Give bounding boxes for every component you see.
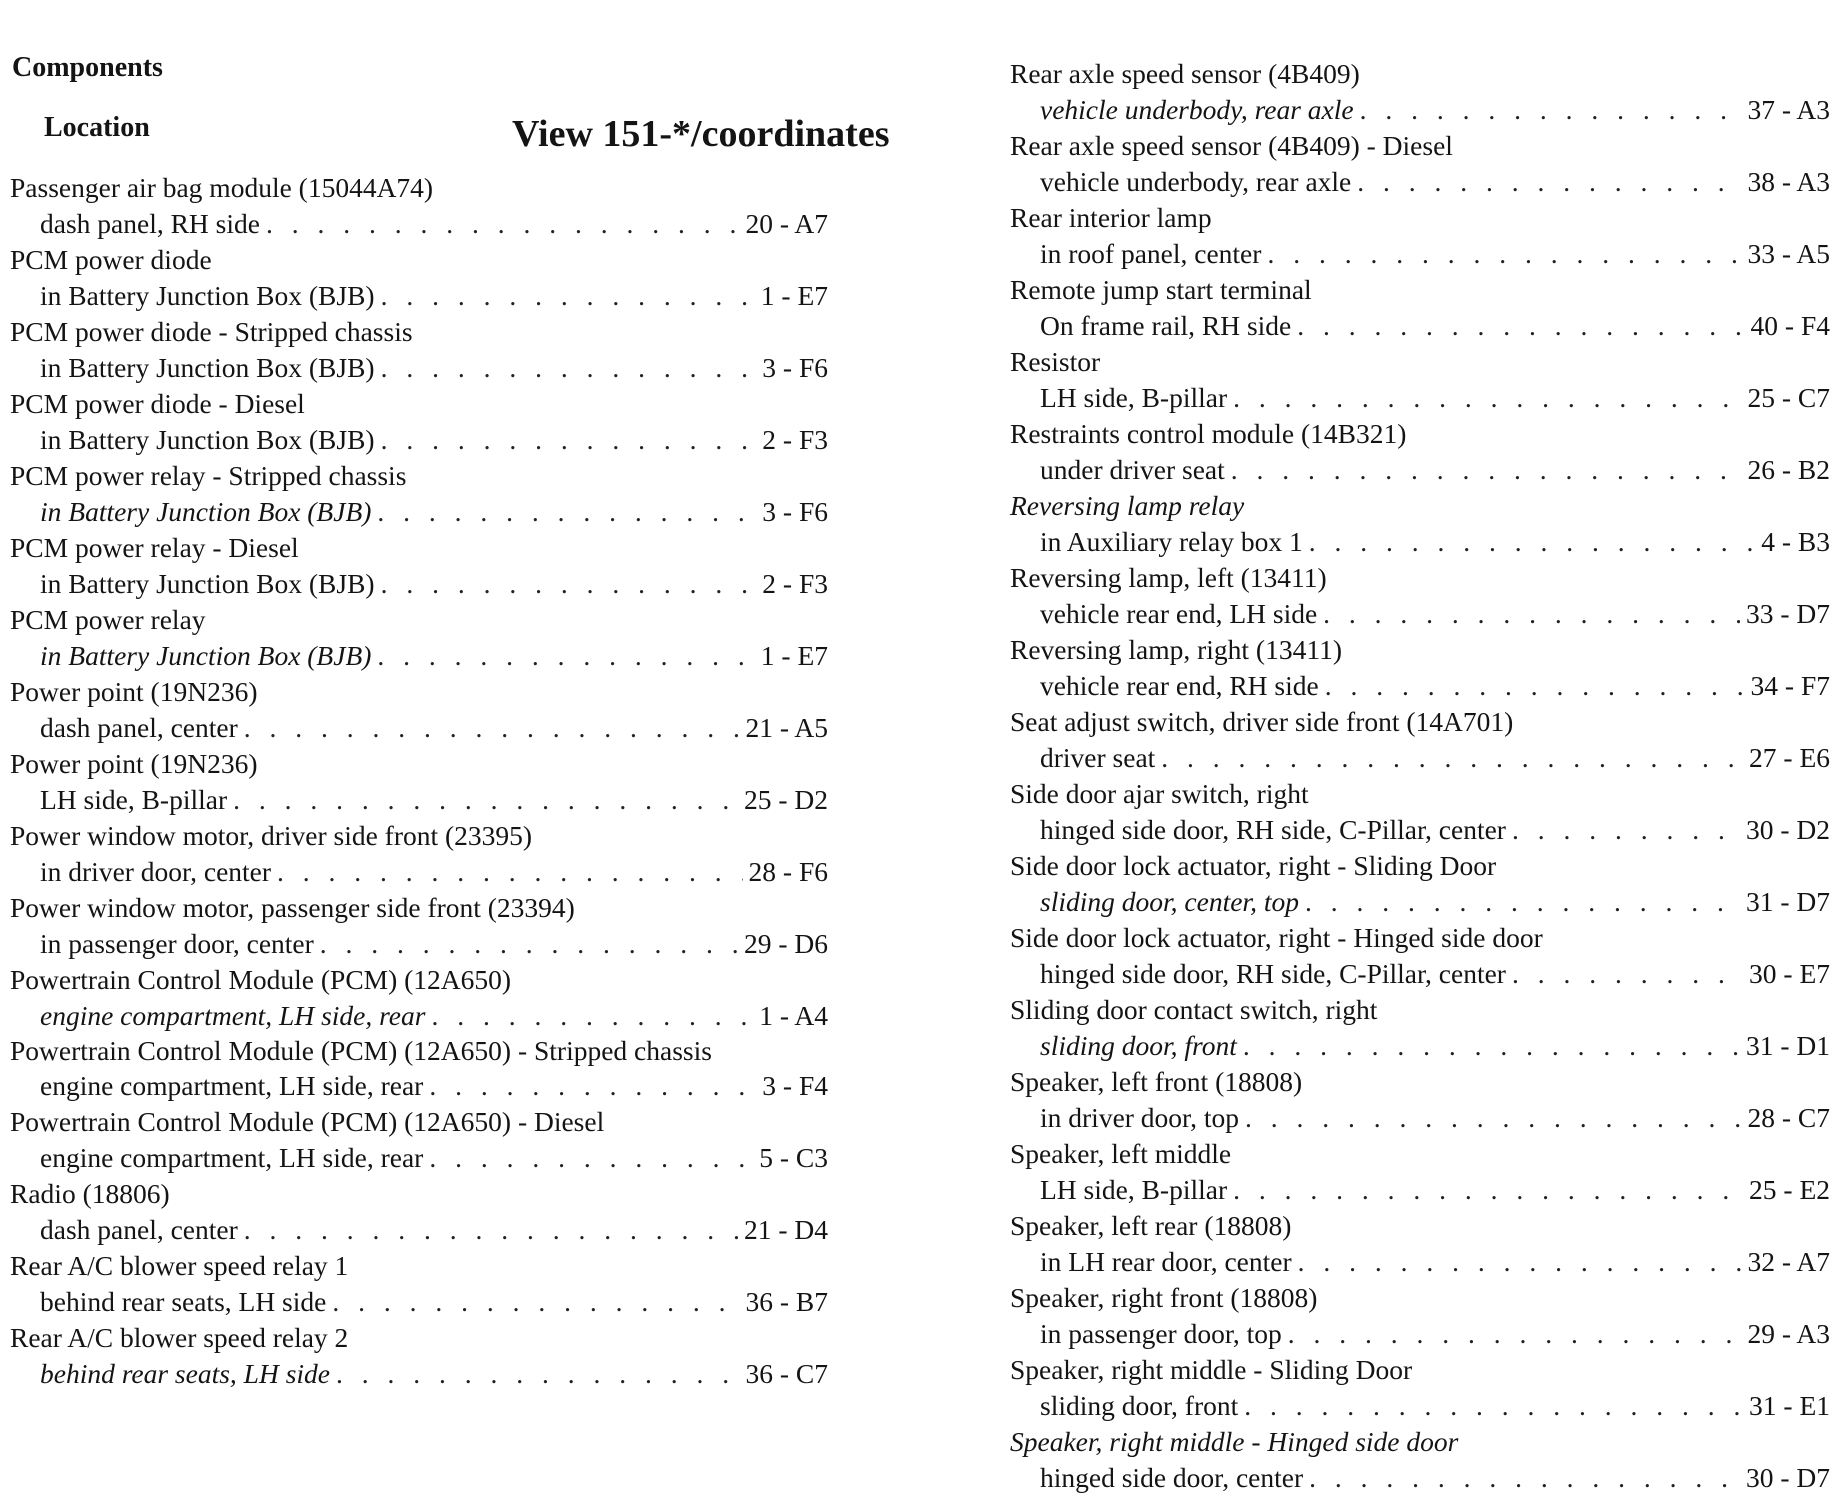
component-location: in Battery Junction Box (BJB) [40,280,375,311]
index-entry [1010,776,1830,848]
view-coordinate-ref: 32 - A7 [1747,1246,1830,1277]
component-location: in Auxiliary relay box 1 [1040,526,1303,557]
index-entry [10,1176,828,1248]
component-name: Resistor [1010,346,1101,377]
dot-leader [332,1284,739,1320]
dot-leader [381,566,757,602]
view-coordinate-ref: 3 - F6 [762,352,828,383]
component-location: LH side, B-pillar [1040,382,1228,413]
location-line [10,1140,828,1176]
dot-leader [1298,1244,1742,1280]
component-location: engine compartment, LH side, rear [40,1000,426,1031]
index-entry [10,746,828,818]
dot-leader [381,278,755,314]
index-entry [10,818,828,890]
view-coordinate-ref: 3 - F4 [762,1070,828,1101]
dot-leader [1288,1316,1742,1352]
view-coordinate-ref: 25 - E2 [1749,1174,1830,1205]
index-entry [1010,1064,1830,1136]
dot-leader [1244,1388,1743,1424]
component-location: vehicle rear end, RH side [1040,670,1319,701]
right-index-column [1010,56,1830,1496]
location-line [1010,1028,1830,1064]
view-coordinate-ref: 4 - B3 [1761,526,1830,557]
location-line [10,1212,828,1248]
component-location: behind rear seats, LH side [40,1286,327,1317]
view-coordinate-ref: 27 - E6 [1749,742,1830,773]
dot-leader [336,1356,739,1392]
component-location: in driver door, top [1040,1102,1239,1133]
dot-leader [233,782,738,818]
dot-leader [1323,596,1740,632]
index-entry [1010,272,1830,344]
view-coordinate-ref: 31 - E1 [1749,1390,1830,1421]
index-entry [10,530,828,602]
dot-leader [1309,524,1756,560]
component-name: Speaker, right middle - Sliding Door [1010,1354,1413,1385]
component-name: Restraints control module (14B321) [1010,418,1407,449]
component-name: PCM power diode [10,244,212,275]
view-coordinate-ref: 21 - A5 [745,712,828,743]
dot-leader [1325,668,1745,704]
dot-leader [381,422,757,458]
dot-leader [381,350,757,386]
dot-leader [1245,1100,1742,1136]
location-line [1010,668,1830,704]
location-line [1010,1100,1830,1136]
dot-leader [1297,308,1744,344]
index-entry [10,1104,828,1176]
component-name: Powertrain Control Module (PCM) (12A650) - Stripped chassis [10,1035,712,1066]
view-coordinate-ref: 29 - A3 [1747,1318,1830,1349]
component-name: PCM power relay - Stripped chassis [10,460,407,491]
component-location: dash panel, RH side [40,208,260,239]
view-coordinate-ref: 21 - D4 [743,1214,828,1245]
dot-leader [244,710,740,746]
component-location: in driver door, center [40,856,272,887]
component-name: Side door lock actuator, right - Sliding Door [1010,850,1497,881]
location-line [1010,236,1830,272]
index-entry [10,386,828,458]
index-entry [10,1320,828,1392]
index-entry [1010,344,1830,416]
component-location: in Battery Junction Box (BJB) [40,424,375,455]
component-location: dash panel, center [40,712,238,743]
component-name: Power window motor, passenger side front (23394) [10,892,575,923]
location-line [1010,740,1830,776]
location-line [10,1356,828,1392]
dot-leader [1305,884,1740,920]
component-location: sliding door, center, top [1040,886,1299,917]
component-location: behind rear seats, LH side [40,1358,331,1389]
component-location: in Battery Junction Box (BJB) [40,568,375,599]
index-entry [10,674,828,746]
view-coordinate-ref: 2 - F3 [762,568,828,599]
component-name: Side door ajar switch, right [1010,778,1309,809]
dot-leader [429,1140,753,1176]
component-location: engine compartment, LH side, rear [40,1142,424,1173]
component-location: in passenger door, center [40,928,314,959]
view-coordinate-ref: 1 - E7 [760,280,828,311]
view-coordinate-ref: 30 - E7 [1749,958,1830,989]
location-line [10,710,828,746]
dot-leader [1309,1460,1740,1496]
component-name: Reversing lamp, left (13411) [1010,562,1327,593]
section-title: Components [12,52,163,83]
location-line [10,422,828,458]
component-name: Power point (19N236) [10,748,258,779]
component-location: driver seat [1040,742,1156,773]
view-coordinate-ref: 25 - D2 [743,784,828,815]
index-entry [1010,1208,1830,1280]
location-line [10,782,828,818]
index-entry [1010,416,1830,488]
component-location: in roof panel, center [1040,238,1262,269]
index-entry [1010,632,1830,704]
view-coordinate-ref: 30 - D7 [1745,1462,1830,1493]
view-coordinate-ref: 25 - C7 [1747,382,1830,413]
dot-leader [320,926,738,962]
dot-leader [244,1212,738,1248]
index-entry [1010,488,1830,560]
component-location: vehicle rear end, LH side [1040,598,1318,629]
location-line [1010,956,1830,992]
component-name: Radio (18806) [10,1178,170,1209]
view-coordinate-ref: 2 - F3 [762,424,828,455]
view-coordinate-ref: 20 - A7 [745,208,828,239]
component-location: hinged side door, center [1040,1462,1304,1493]
location-line [1010,812,1830,848]
view-coordinate-ref: 30 - D2 [1745,814,1830,845]
view-coordinates-heading: View 151-*/coordinates [512,113,890,155]
dot-leader [377,494,756,530]
component-name: Rear A/C blower speed relay 1 [10,1250,349,1281]
index-entry [1010,200,1830,272]
index-entry [1010,1136,1830,1208]
component-name: Rear axle speed sensor (4B409) [1010,58,1360,89]
view-coordinate-ref: 38 - A3 [1747,166,1830,197]
index-entry [10,890,828,962]
component-name: Speaker, right middle - Hinged side door [1010,1426,1459,1457]
location-line [1010,380,1830,416]
component-location: sliding door, front [1040,1390,1239,1421]
location-line [10,494,828,530]
component-location: vehicle underbody, rear axle [1040,166,1352,197]
view-coordinate-ref: 31 - D7 [1745,886,1830,917]
index-entry [1010,1280,1830,1352]
component-location: in Battery Junction Box (BJB) [40,640,372,671]
component-name: Side door lock actuator, right - Hinged side door [1010,922,1543,953]
component-name: Reversing lamp, right (13411) [1010,634,1342,665]
dot-leader [266,206,740,242]
location-line [10,1284,828,1320]
index-entry [10,1034,828,1104]
view-coordinate-ref: 3 - F6 [762,496,828,527]
component-name: PCM power relay [10,604,206,635]
component-location: LH side, B-pillar [1040,1174,1228,1205]
location-line [1010,92,1830,128]
view-coordinate-ref: 34 - F7 [1750,670,1830,701]
dot-leader [1267,236,1741,272]
view-coordinate-ref: 37 - A3 [1747,94,1830,125]
index-entry [1010,848,1830,920]
component-location: dash panel, center [40,1214,238,1245]
index-entry [10,962,828,1034]
view-coordinate-ref: 36 - C7 [745,1358,828,1389]
location-line [10,926,828,962]
component-name: Remote jump start terminal [1010,274,1312,305]
location-line [1010,452,1830,488]
dot-leader [1243,1028,1740,1064]
location-column-heading: Location [44,112,150,143]
view-coordinate-ref: 1 - A4 [759,1000,828,1031]
index-entry [1010,992,1830,1064]
dot-leader [1233,1172,1743,1208]
index-entry [10,170,828,242]
component-name: Power window motor, driver side front (23395) [10,820,533,851]
location-line [10,998,828,1034]
location-line [1010,884,1830,920]
component-name: Speaker, left middle [1010,1138,1232,1169]
component-name: Speaker, right front (18808) [1010,1282,1318,1313]
view-coordinate-ref: 40 - F4 [1750,310,1830,341]
component-location: in Battery Junction Box (BJB) [40,496,372,527]
view-coordinate-ref: 28 - F6 [748,856,828,887]
component-location: hinged side door, RH side, C-Pillar, center [1040,958,1506,989]
view-coordinate-ref: 31 - D1 [1745,1030,1830,1061]
dot-leader [1512,812,1740,848]
component-location: hinged side door, RH side, C-Pillar, center [1040,814,1506,845]
index-entry [1010,1424,1830,1496]
location-line [10,1068,828,1104]
component-name: Rear interior lamp [1010,202,1212,233]
view-coordinate-ref: 1 - E7 [760,640,828,671]
component-name: Rear axle speed sensor (4B409) - Diesel [1010,130,1453,161]
component-name: Passenger air bag module (15044A74) [10,172,434,203]
index-entry [10,242,828,314]
dot-leader [277,854,743,890]
dot-leader [1360,92,1742,128]
view-coordinate-ref: 26 - B2 [1747,454,1830,485]
component-name: Powertrain Control Module (PCM) (12A650) [10,964,512,995]
location-line [10,350,828,386]
location-line [1010,1460,1830,1496]
component-name: Speaker, left rear (18808) [1010,1210,1292,1241]
location-line [1010,1172,1830,1208]
component-name: PCM power diode - Stripped chassis [10,316,413,347]
dot-leader [1233,380,1741,416]
component-name: Reversing lamp relay [1010,490,1245,521]
dot-leader [1161,740,1743,776]
index-entry [10,602,828,674]
dot-leader [1231,452,1742,488]
component-name: PCM power diode - Diesel [10,388,305,419]
component-location: On frame rail, RH side [1040,310,1292,341]
index-entry [10,1248,828,1320]
index-entry [1010,704,1830,776]
location-line [1010,1388,1830,1424]
left-index-column [10,170,828,1392]
location-line [10,206,828,242]
dot-leader [429,1068,756,1104]
component-name: Speaker, left front (18808) [1010,1066,1303,1097]
location-line [10,638,828,674]
view-coordinate-ref: 5 - C3 [759,1142,828,1173]
component-location: in LH rear door, center [1040,1246,1292,1277]
component-name: Seat adjust switch, driver side front (14A701) [1010,706,1514,737]
view-coordinate-ref: 33 - A5 [1747,238,1830,269]
component-location: in Battery Junction Box (BJB) [40,352,375,383]
location-line [1010,524,1830,560]
view-coordinate-ref: 36 - B7 [745,1286,828,1317]
component-name: PCM power relay - Diesel [10,532,299,563]
index-entry [1010,128,1830,200]
view-coordinate-ref: 33 - D7 [1745,598,1830,629]
component-location: under driver seat [1040,454,1225,485]
component-location: vehicle underbody, rear axle [1040,94,1354,125]
index-entry [10,458,828,530]
component-location: engine compartment, LH side, rear [40,1070,424,1101]
location-line [10,566,828,602]
location-line [1010,308,1830,344]
index-entry [1010,1352,1830,1424]
index-entry [10,314,828,386]
dot-leader [1512,956,1743,992]
component-location: in passenger door, top [1040,1318,1282,1349]
location-line [1010,1316,1830,1352]
component-name: Rear A/C blower speed relay 2 [10,1322,349,1353]
view-coordinate-ref: 29 - D6 [743,928,828,959]
index-entry [1010,560,1830,632]
component-name: Powertrain Control Module (PCM) (12A650) - Diesel [10,1106,605,1137]
index-entry [1010,56,1830,128]
component-location: sliding door, front [1040,1030,1237,1061]
location-line [1010,596,1830,632]
location-line [10,278,828,314]
component-location: LH side, B-pillar [40,784,228,815]
dot-leader [431,998,753,1034]
component-name: Sliding door contact switch, right [1010,994,1378,1025]
location-line [1010,1244,1830,1280]
index-entry [1010,920,1830,992]
location-line [10,854,828,890]
location-line [1010,164,1830,200]
dot-leader [1357,164,1741,200]
dot-leader [377,638,754,674]
component-name: Power point (19N236) [10,676,258,707]
view-coordinate-ref: 28 - C7 [1747,1102,1830,1133]
